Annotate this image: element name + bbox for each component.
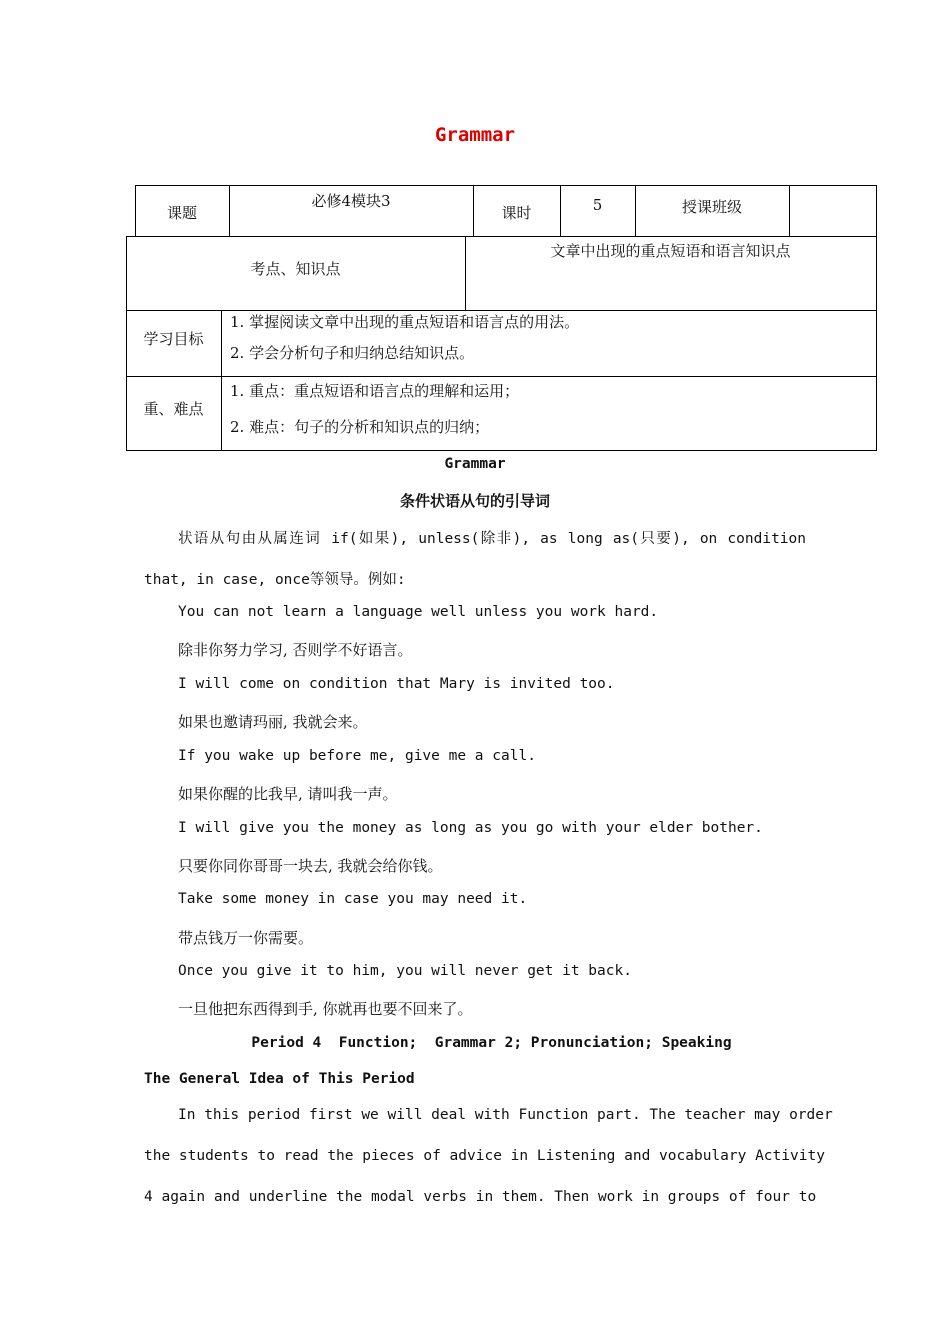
- topic-value: 必修4模块3: [311, 192, 391, 210]
- intro-line: 状语从句由从属连词 if(如果), unless(除非), as long as(只要), on condition: [178, 531, 806, 547]
- example-zh: 一旦他把东西得到手, 你就再也要不回来了。: [178, 1000, 473, 1018]
- example-zh: 带点钱万一你需要。: [178, 929, 314, 947]
- example-en: If you wake up before me, give me a call.: [178, 748, 536, 764]
- topic-label: 课题: [166, 204, 197, 222]
- key-point-item: 2. 难点：句子的分析和知识点的归纳；: [230, 418, 490, 436]
- hours-label: 课时: [501, 204, 532, 222]
- paragraph-line: In this period first we will deal with Function part. The teacher may order: [178, 1107, 833, 1123]
- example-en: Take some money in case you may need it.: [178, 891, 528, 907]
- period-heading: Period 4 Function; Grammar 2; Pronunciation; Speaking: [251, 1035, 732, 1051]
- class-label: 授课班级: [681, 198, 742, 216]
- example-zh: 如果你醒的比我早, 请叫我一声。: [178, 785, 398, 803]
- example-zh: 除非你努力学习, 否则学不好语言。: [178, 641, 413, 659]
- document-title: Grammar: [434, 124, 516, 146]
- knowledge-point-value: 文章中出现的重点短语和语言知识点: [550, 242, 791, 260]
- section-subheading: 条件状语从句的引导词: [399, 492, 550, 510]
- paragraph-line: the students to read the pieces of advice in Listening and vocabulary Activity: [144, 1148, 825, 1164]
- learning-goal-item: 2. 学会分析句子和归纳总结知识点。: [230, 344, 475, 362]
- example-en: Once you give it to him, you will never get it back.: [178, 963, 632, 979]
- learning-goals-label: 学习目标: [143, 330, 204, 348]
- example-zh: 只要你同你哥哥一块去, 我就会给你钱。: [178, 857, 443, 875]
- key-points-label: 重、难点: [143, 400, 204, 418]
- intro-line: that, in case, once等领导。例如:: [144, 572, 406, 588]
- example-en: I will come on condition that Mary is invited too.: [178, 676, 615, 692]
- example-en: I will give you the money as long as you go with your elder bother.: [178, 820, 763, 836]
- hours-value: 5: [592, 196, 603, 214]
- paragraph-line: 4 again and underline the modal verbs in them. Then work in groups of four to: [144, 1189, 817, 1205]
- example-zh: 如果也邀请玛丽, 我就会来。: [178, 713, 368, 731]
- knowledge-point-label: 考点、知识点: [250, 260, 341, 278]
- section-heading: Grammar: [444, 456, 506, 472]
- general-idea-heading: The General Idea of This Period: [144, 1071, 415, 1087]
- example-en: You can not learn a language well unless you work hard.: [178, 604, 659, 620]
- key-point-item: 1. 重点：重点短语和语言点的理解和运用；: [230, 382, 520, 400]
- learning-goal-item: 1. 掌握阅读文章中出现的重点短语和语言点的用法。: [230, 313, 580, 331]
